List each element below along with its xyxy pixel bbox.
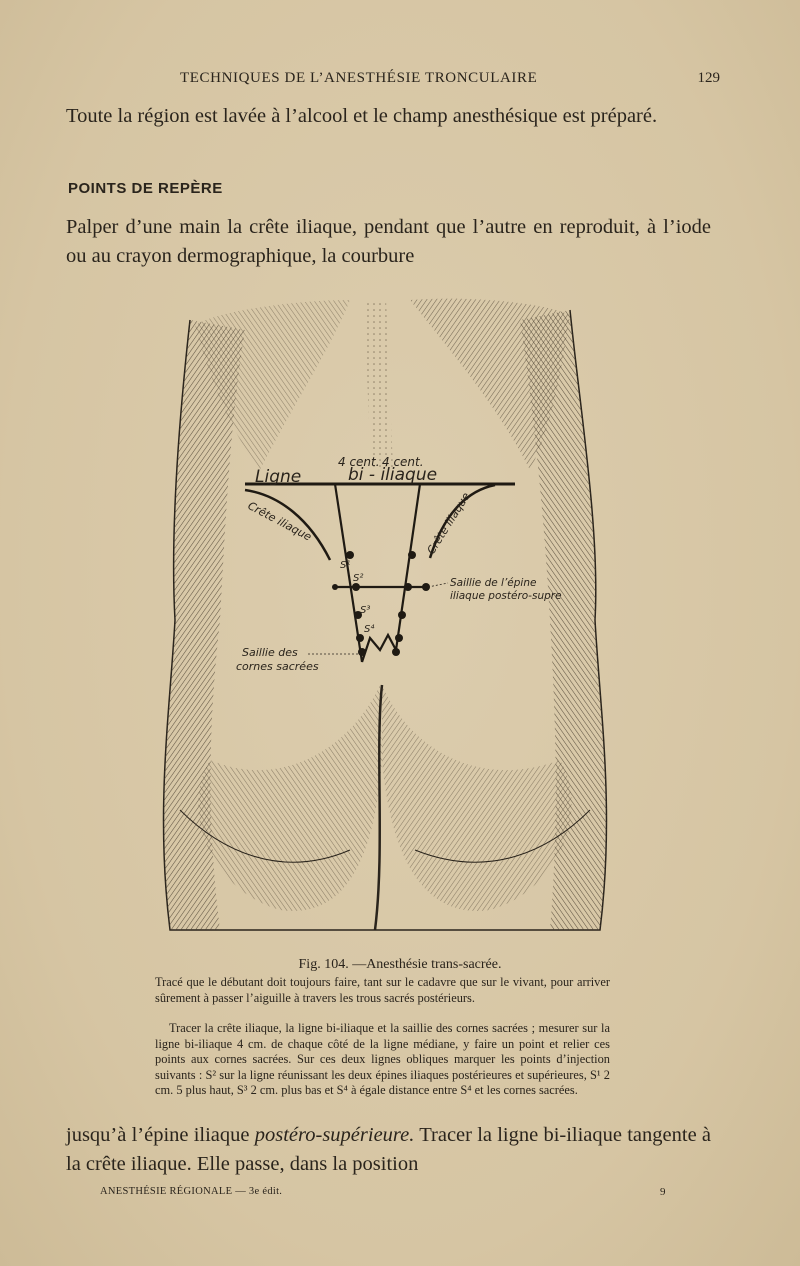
paragraph-continuation-start: jusqu’à l’épine iliaque (66, 1124, 255, 1146)
label-crete-right: Crête iliaque (424, 490, 473, 557)
caption-note-1: Tracé que le débutant doit toujours faire, tant sur le cadavre que sur le vivant, pour arriver sûrement à passer l’aiguille à travers les trous sacrés postérieurs. (155, 975, 610, 1005)
label-4cent-left: 4 cent. (338, 455, 380, 469)
label-bi-iliaque: bi - iliaque (348, 465, 438, 485)
label-saillie-cornes-1: Saillie des (242, 646, 298, 659)
label-s2: S² (353, 573, 364, 584)
label-saillie-epine-2: iliaque postéro-supre (450, 590, 562, 602)
page-number: 129 (697, 70, 720, 86)
anatomical-figure (150, 290, 620, 950)
torso-shading (164, 299, 607, 930)
label-saillie-cornes-2: cornes sacrées (236, 660, 319, 673)
running-head-title: TECHNIQUES DE L’ANESTHÉSIE TRONCULAIRE (180, 70, 538, 86)
paragraph-continuation (66, 1121, 711, 1179)
label-crete-left: Crête iliaque (245, 499, 314, 544)
paragraph-intro: Toute la région est lavée à l’alcool et le champ anesthésique est préparé. (66, 105, 658, 127)
paragraph-continuation-end: Tracer la ligne bi-iliaque tangente à la crête iliaque. Elle passe, dans la position (66, 1124, 711, 1175)
footer-signature-number: 9 (660, 1186, 666, 1198)
footer-signature: ANESTHÉSIE RÉGIONALE — 3e édit. (100, 1186, 283, 1197)
label-saillie-epine-1: Saillie de l’épine (450, 577, 537, 589)
sacral-tracing (335, 484, 428, 662)
figure-caption: Fig. 104. —Anesthésie trans-sacrée. (298, 957, 502, 972)
caption-note-2: Tracer la crête iliaque, la ligne bi-iliaque et la saillie des cornes sacrées ; mesurer sur la ligne bi-iliaque 4 cm. de chaque côté de la ligne médiane, y faire un point et relier ces points aux cornes sacrées. Sur ces deux lignes obliques marquer les points d’injection suivants : S² sur la ligne réunissant les deux épines iliaques postérieures et supérieures, S¹ 2 cm. 5 plus haut, S³ 2 cm. plus bas et S⁴ à égale distance entre S⁴ et les cornes sacrées. (155, 1021, 610, 1097)
label-ligne: Ligne (255, 467, 302, 487)
label-s3: S³ (360, 605, 371, 616)
paragraph-landmarks: Palper d’une main la crête iliaque, pendant que l’autre en reproduit, à l’iode ou au crayon dermographique, la courbure (66, 216, 711, 267)
paragraph-continuation-italic: postéro-supérieure. (254, 1124, 415, 1146)
running-head (70, 70, 720, 92)
label-s4: S⁴ (364, 624, 375, 635)
section-heading: POINTS DE REPÈRE (68, 180, 223, 197)
label-s1: S¹ (340, 560, 351, 571)
label-4cent-right: 4 cent. (382, 455, 424, 469)
